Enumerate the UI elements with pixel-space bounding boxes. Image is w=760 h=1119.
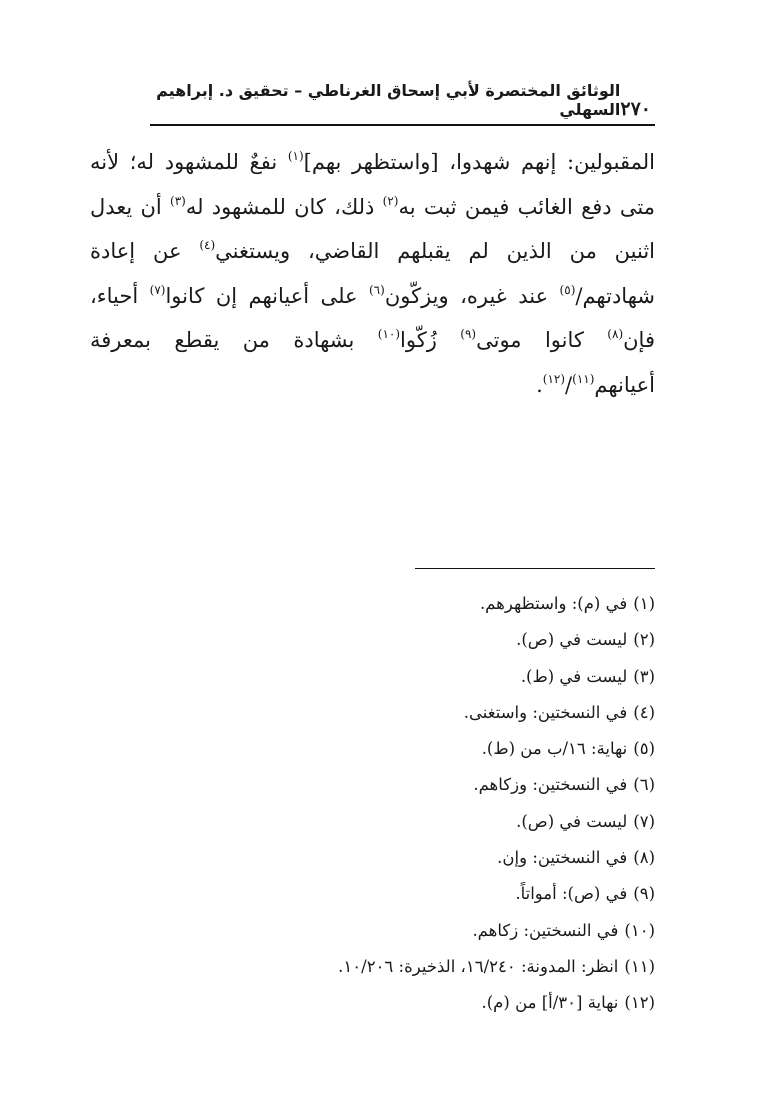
footnote [100,840,655,876]
footnote-ref: (٨) [607,327,624,341]
footnote-text: في (م): واستظهرهم. [479,594,628,613]
running-header [150,81,655,126]
footnote-text: في النسختين: وإن. [497,848,628,868]
body-text-run: أحياء، فإن [90,283,655,352]
body-text-run: كانوا موتى [476,328,608,352]
footnote-number: (٣) [633,666,655,686]
footnote [100,913,655,949]
footnote [100,659,655,695]
footnote-number: (١٢) [624,993,655,1013]
body-text-run: أن يعدل اثنين من الذين لم يقبلهم القاضي، ويستغني [90,194,655,263]
footnote-number: (٢) [633,630,655,650]
footnote-number: (٥) [633,739,655,759]
footnote-text: ليست في (ص). [516,630,628,650]
body-text-run: بشهادة من يقطع بمعرفة أعيانهم [90,328,655,397]
footnote-text: في النسختين: زكاهم. [472,920,619,940]
body-text-run: المقبولين: إنهم شهدوا، [واستظهر بهم] [303,150,655,174]
footnote-ref: (٣) [170,193,186,208]
footnote-text: انظر: المدونة: ١٦/٢٤٠، الذخيرة: ١٠/٢٠٦. [338,956,619,976]
footnote-number: (٤) [633,702,655,722]
footnote-text: ليست في (ط). [520,666,628,686]
footnote-number: (٩) [633,884,655,904]
footnote-number: (٧) [633,811,655,831]
footnote-text: في (ص): أمواتاً. [515,884,628,904]
body-text-run: زُكّوا [400,328,461,352]
footnote [100,876,655,912]
footnote-number: (٨) [633,848,655,868]
body-text-run: نفعٌ للمشهود له؛ لأنه متى دفع الغائب فيمن ثبت به [90,150,655,219]
footnote-ref: (٩) [460,327,477,341]
footnote-ref: (٢) [382,193,399,208]
footnotes-list [100,586,655,1022]
footnote-separator [415,568,655,569]
footnote-text: في النسختين: واستغنى. [463,702,628,722]
footnote-ref: (١٢) [542,371,566,386]
footnote-number: (١١) [624,956,655,976]
running-title: الوثائق المختصرة لأبي إسحاق الغرناطي – تحقيق د. إبراهيم السهلي [156,81,621,119]
body-text-run: . [536,372,543,397]
footnote-text: في النسختين: وزكاهم. [473,775,628,795]
footnote-number: (١٠) [624,920,655,940]
footnote-ref: (١) [287,149,304,163]
footnote-number: (٦) [633,775,655,795]
footnote-ref: (١١) [572,371,595,386]
footnote [100,804,655,840]
body-text-run: ذلك، كان للمشهود له [185,194,383,219]
page-number: ٢٧٠ [620,98,651,120]
footnote [100,949,655,985]
body-text-run: عن إعادة شهادتهم/ [90,239,655,308]
footnote-ref: (١٠) [377,327,401,341]
footnote [100,767,655,803]
footnote-text: نهاية [٣٠/أ] من (م). [481,993,619,1013]
footnote-text: نهاية: ١٦/ب من (ط). [481,739,628,759]
footnote-ref: (٤) [199,238,216,252]
footnote [100,731,655,767]
footnote-text: ليست في (ص). [516,811,628,831]
footnote [100,695,655,731]
footnote-ref: (٧) [149,282,166,297]
footnote [100,586,655,622]
footnote [100,622,655,658]
footnote-ref: (٥) [559,282,576,297]
footnote [100,985,655,1021]
main-paragraph [90,140,655,407]
body-text-run: / [565,372,573,397]
body-text-run: عند غيره، ويزكّون [384,283,560,308]
footnote-number: (١) [633,594,655,613]
body-text-run: على أعيانهم إن كانوا [165,283,369,308]
footnote-ref: (٦) [368,282,385,297]
